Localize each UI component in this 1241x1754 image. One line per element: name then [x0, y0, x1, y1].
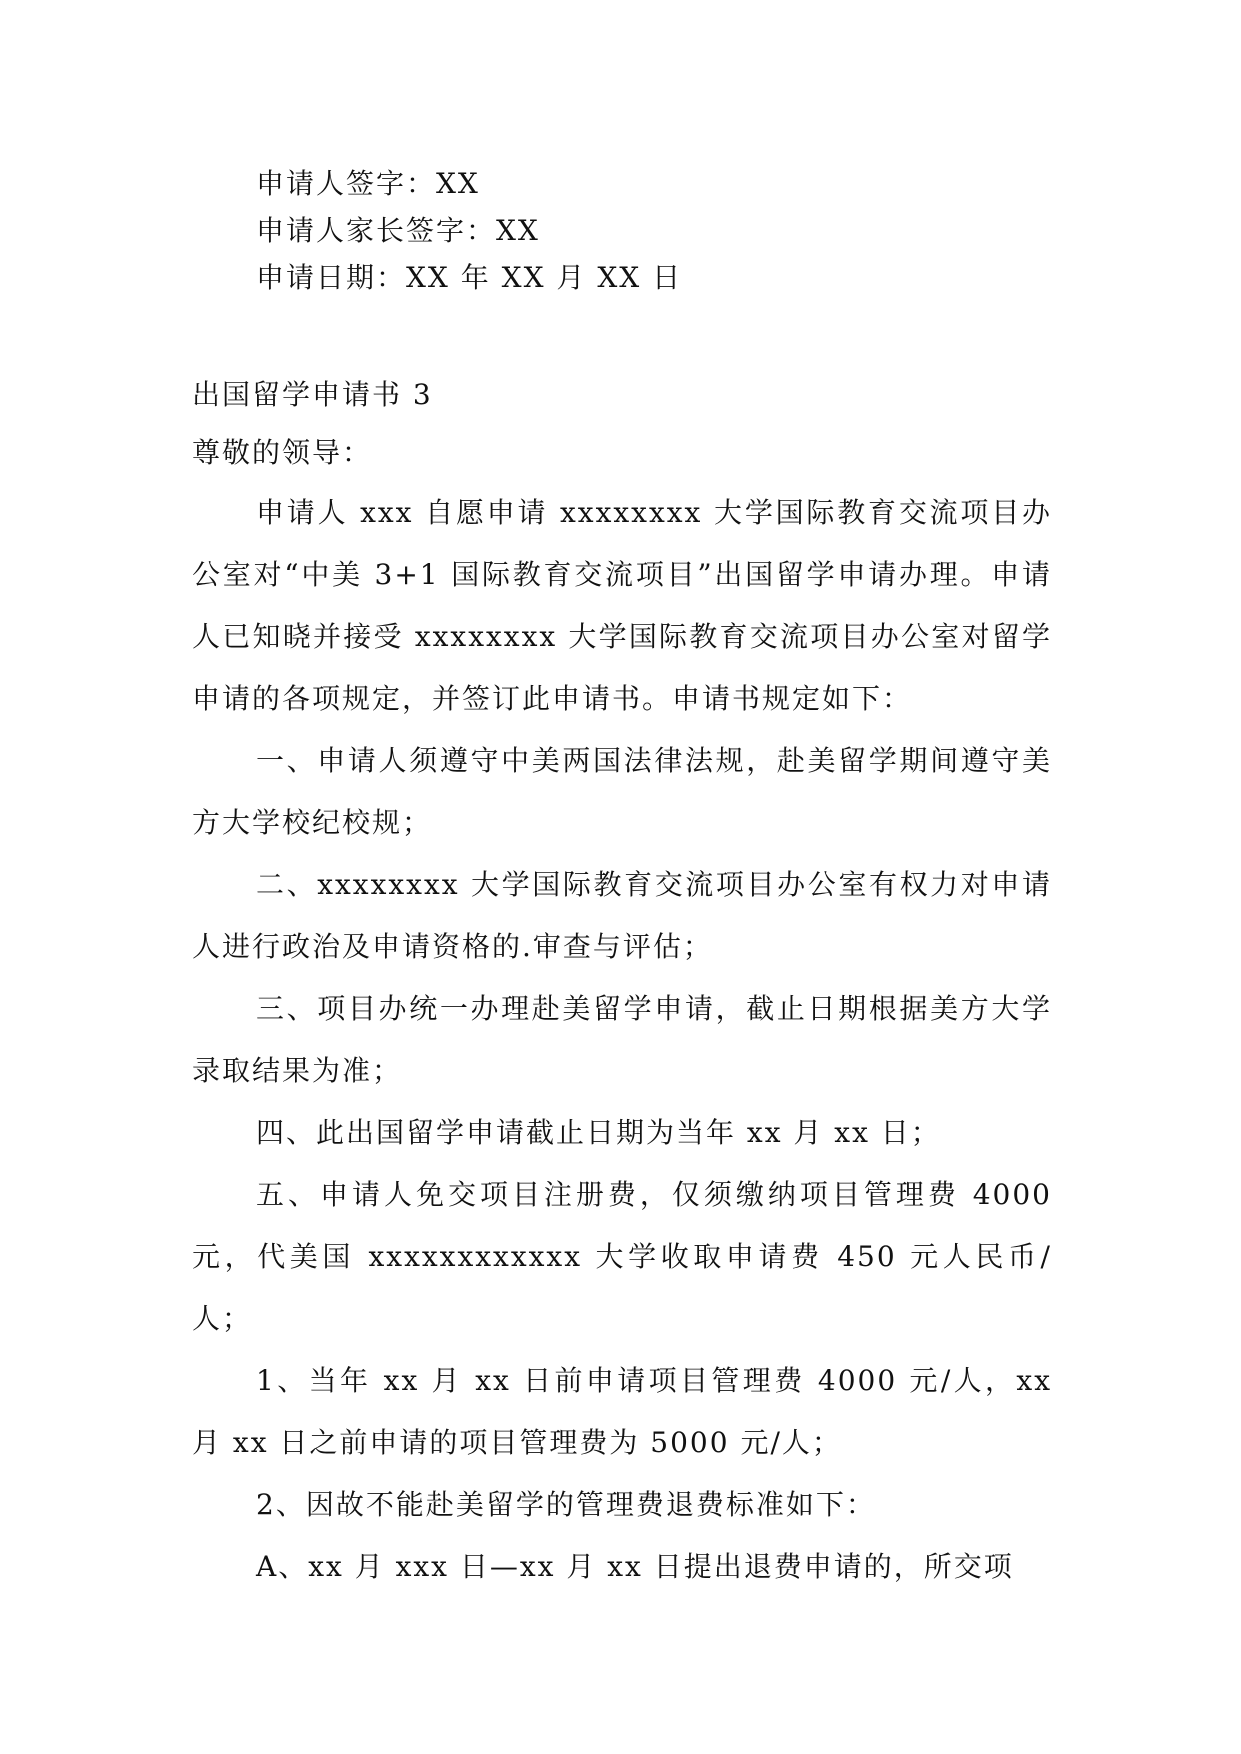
clause-paragraph: 五、申请人免交项目注册费，仅须缴纳项目管理费 4000 元，代美国 xxxxxxxxxxxx 大学收取申请费 450 元人民币/人； — [192, 1178, 1052, 1335]
parent-signature-line: 申请人家长签字：XX — [256, 214, 540, 247]
intro-paragraph: 申请人 xxx 自愿申请 xxxxxxxx 大学国际教育交流项目办公室对“中美 3+1 国际教育交流项目”出国留学申请办理。申请人已知晓并接受 xxxxxxxx 大学国际教育交流项目办公室对留学申请的各项规定，并签订此申请书。申请书规定如下： — [192, 496, 1052, 715]
clause-subitem: 2、因故不能赴美留学的管理费退费标准如下： — [256, 1488, 876, 1521]
applicant-signature-line: 申请人签字：XX — [256, 167, 480, 200]
clause-paragraph: 四、此出国留学申请截止日期为当年 xx 月 xx 日； — [256, 1116, 941, 1149]
section-title: 出国留学申请书 3 — [192, 378, 433, 411]
clause-paragraph: 一、申请人须遵守中美两国法律法规，赴美留学期间遵守美方大学校纪校规； — [192, 744, 1052, 839]
application-date-line: 申请日期：XX 年 XX 月 XX 日 — [256, 261, 683, 294]
clause-subitem: 1、当年 xx 月 xx 日前申请项目管理费 4000 元/人，xx 月 xx 日之前申请的项目管理费为 5000 元/人； — [192, 1364, 1052, 1459]
salutation: 尊敬的领导： — [192, 436, 373, 469]
clause-subitem: A、xx 月 xxx 日—xx 月 xx 日提出退费申请的，所交项 — [256, 1550, 1014, 1583]
document-body — [192, 160, 1052, 1598]
clause-paragraph: 三、项目办统一办理赴美留学申请，截止日期根据美方大学录取结果为准； — [192, 992, 1052, 1087]
section-spacer — [192, 301, 1052, 365]
clause-paragraph: 二、xxxxxxxx 大学国际教育交流项目办公室有权力对申请人进行政治及申请资格的.审查与评估； — [192, 868, 1052, 963]
